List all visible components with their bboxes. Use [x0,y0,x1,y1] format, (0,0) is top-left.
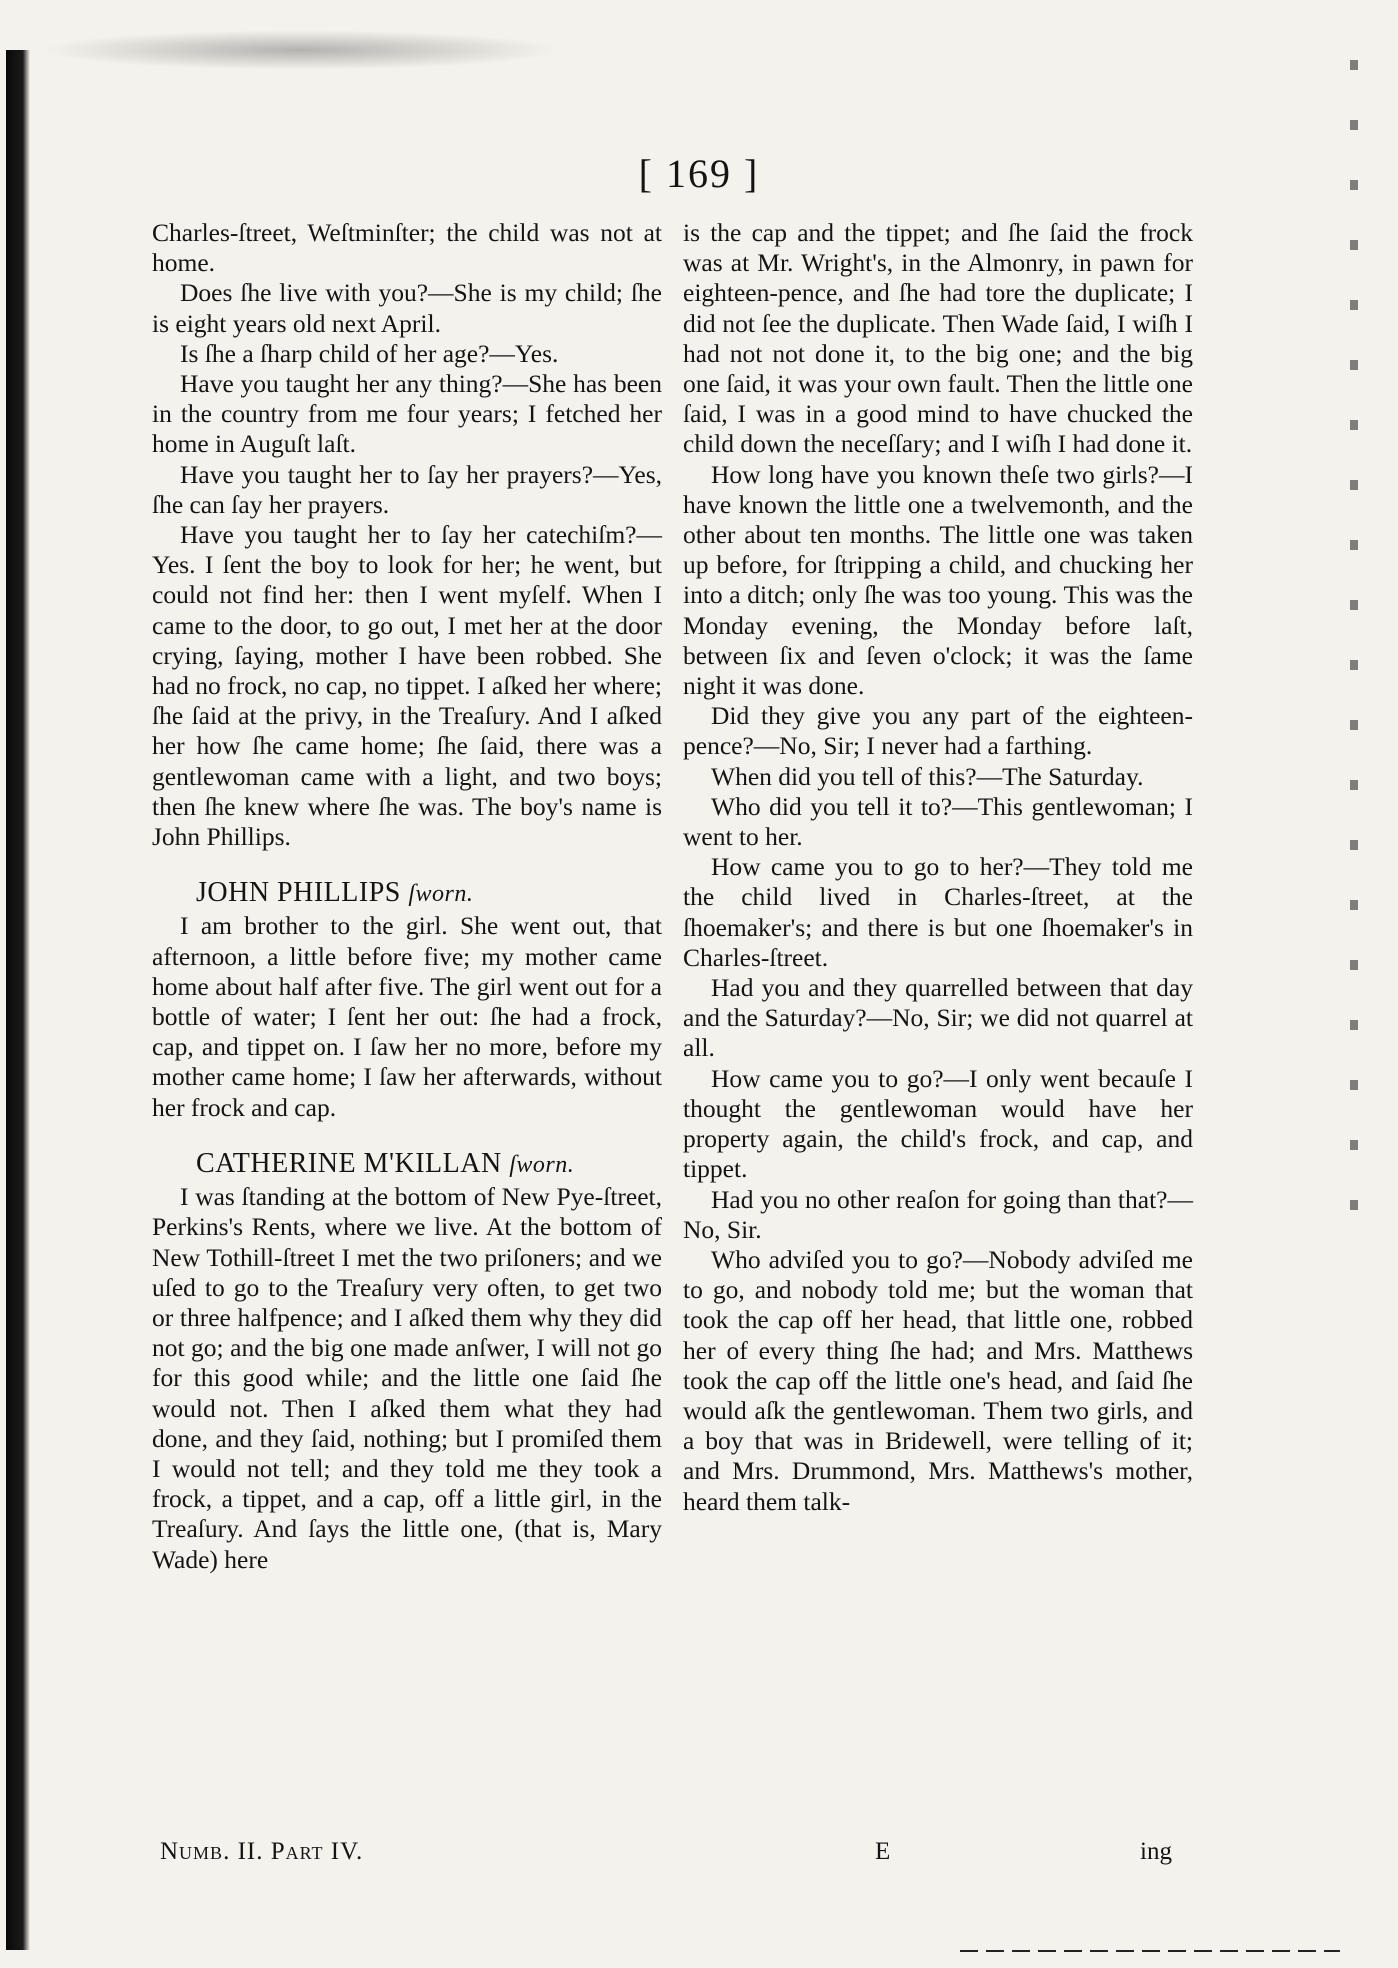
scan-smudge [40,30,560,70]
paragraph: I was ſtanding at the bottom of New Pye-ſtreet, Perkins's Rents, where we live. At the bottom of New Tothill-ſtreet I met the two priſoners; and we uſed to go to the Treaſury very often, to get two or three halfpence; and I aſked them why they did not go; and the big one made anſwer, I will not go for this good while; and the little one ſaid ſhe would not. Then I aſked them what they had done, and they ſaid, nothing; but I promiſed them I would not tell; and they told me they took a frock, a tippet, and a cap, off a little girl, in the Treaſury. And ſays the little one, (that is, Mary Wade) here [152,1182,662,1574]
paragraph: Had you no other reaſon for going than that?—No, Sir. [683,1184,1193,1244]
paragraph: I am brother to the girl. She went out, that afternoon, a little before five; my mother came home about half after five. The girl went out for a bottle of water; I ſent her out: ſhe had a frock, cap, and tippet on. I ſaw her no more, before my mother came home; I ſaw her afterwards, without her frock and cap. [152,911,662,1122]
paragraph: Have you taught her any thing?—She has been in the country from me four years; I fetched her home in Auguſt laſt. [152,369,662,459]
page-number: [ 169 ] [638,151,760,196]
scan-edge-marks [1350,60,1358,1260]
witness-name: CATHERINE M'KILLAN [196,1147,502,1179]
paragraph: Does ſhe live with you?—She is my child; ſhe is eight years old next April. [152,278,662,338]
sworn-label: ſworn. [509,1151,575,1178]
paragraph: How long have you known theſe two girls?—I have known the little one a twelvemonth, and the other about ten months. The little one was taken up before, for ſtripping a child, and chucking her into a ditch; only ſhe was too young. This was the Monday evening, the Monday before laſt, between ſix and ſeven o'clock; it was the ſame night it was done. [683,459,1193,701]
right-column [683,218,1193,1517]
paragraph: Who did you tell it to?—This gentlewoman; I went to her. [683,791,1193,852]
paragraph: Who adviſed you to go?—Nobody adviſed me to go, and nobody told me; but the woman that took the cap off her head, that little one, robbed her of every thing ſhe had; and Mrs. Matthews took the cap off the little one's head, and ſaid ſhe would aſk the gentlewoman. Them two girls, and a boy that was in Bridewell, were telling of it; and Mrs. Drummond, Mrs. Matthews's mother, heard them talk- [683,1244,1193,1516]
paragraph: How came you to go to her?—They told me the child lived in Charles-ſtreet, at the ſhoemaker's; and there is but one ſhoemaker's in Charles-ſtreet. [683,852,1193,972]
witness-heading [152,1149,662,1180]
paragraph: Have you taught her to ſay her catechiſm?—Yes. I ſent the boy to look for her; he went, but could not find her: then I went myſelf. When I came to the door, to go out, I met her at the door crying, ſaying, mother I have been robbed. She had no frock, no cap, no tippet. I aſked her where; ſhe ſaid at the privy, in the Treaſury. And I aſked her how ſhe came home; ſhe ſaid, there was a gentlewoman came with a light, and two boys; then ſhe knew where ſhe was. The boy's name is John Phillips. [152,520,662,852]
book-binding-shadow [6,50,30,1950]
paragraph: How came you to go?—I only went becauſe I thought the gentlewoman would have her property again, the child's frock, and cap, and tippet. [683,1063,1193,1184]
paragraph: Have you taught her to ſay her prayers?—Yes, ſhe can ſay her prayers. [152,459,662,519]
witness-heading [152,878,662,909]
bottom-rule [960,1950,1340,1952]
witness-name: JOHN PHILLIPS [196,877,401,909]
paragraph: Is ſhe a ſharp child of her age?—Yes. [180,338,559,368]
signature-mark: E [875,1838,891,1865]
paragraph: is the cap and the tippet; and ſhe ſaid the frock was at Mr. Wright's, in the Almonry, in pawn for eighteen-pence, and ſhe had tore the duplicate; I did not ſee the duplicate. Then Wade ſaid, I wiſh I had not not done it, to the big one; and the big one ſaid, it was your own fault. Then the little one ſaid, I was in a good mind to have chucked the child down the neceſſary; and I wiſh I had done it. [683,218,1193,459]
paragraph: Had you and they quarrelled between that day and the Saturday?—No, Sir; we did not quarrel at all. [683,973,1193,1063]
signature-line: Numb. II. Part IV. [160,1838,364,1865]
paragraph: Did they give you any part of the eighteen-pence?—No, Sir; I never had a farthing. [683,701,1193,761]
paragraph: When did you tell of this?—The Saturday. [711,761,1144,791]
sworn-label: ſworn. [408,881,474,908]
paragraph: Charles-ſtreet, Weſtminſter; the child was not at home. [152,218,662,278]
catchword: ing [1140,1838,1172,1865]
left-column [152,218,662,1575]
